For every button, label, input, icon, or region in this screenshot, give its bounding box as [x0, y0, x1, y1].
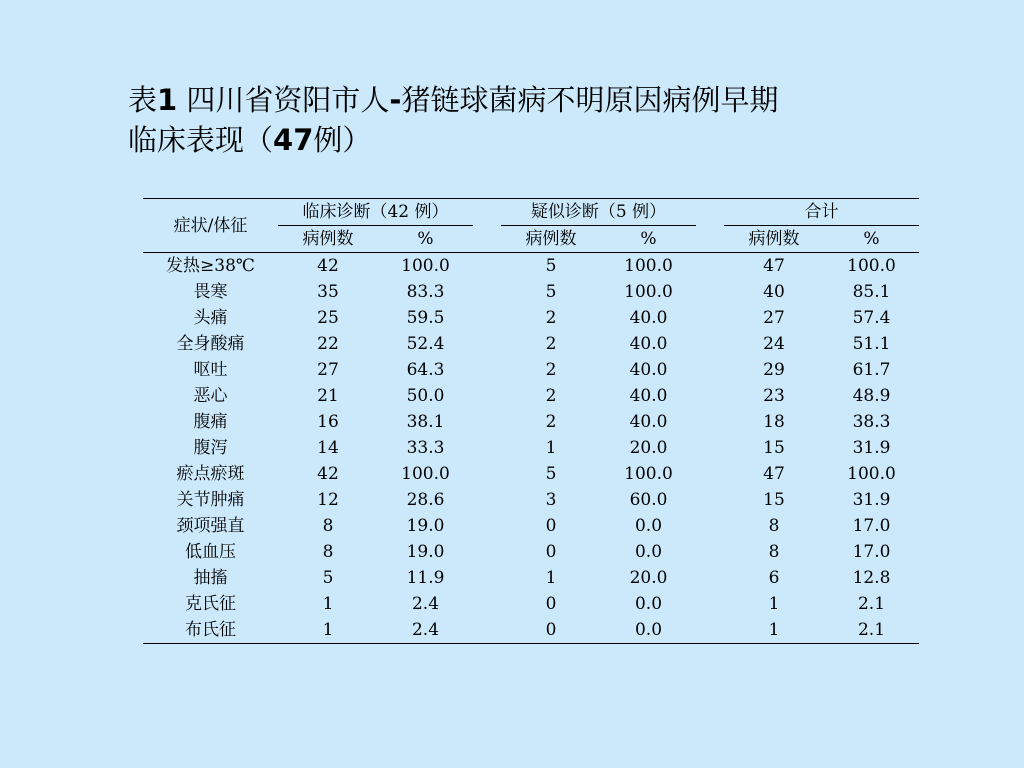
gap-cell: [473, 199, 501, 226]
symptom-cell: 恶心: [193, 386, 228, 406]
suspected-percent-cell: 40.0: [629, 386, 668, 406]
title-number: 1: [157, 83, 178, 117]
suspected-percent-cell: 40.0: [629, 360, 668, 380]
sub-header-percent: %: [601, 226, 696, 253]
gap-cell: [696, 305, 724, 331]
clinical-percent-cell: 19.0: [406, 542, 445, 562]
gap-cell: [696, 461, 724, 487]
table-title: [128, 80, 908, 160]
total-percent-cell: 100.0: [847, 256, 896, 276]
title-line-1: [128, 80, 908, 120]
table-row: [143, 305, 919, 331]
total-percent-cell: 2.1: [857, 594, 886, 614]
gap-cell: [473, 383, 501, 409]
clinical-cases-cell: 42: [317, 464, 339, 484]
clinical-percent-cell: 11.9: [406, 568, 445, 588]
gap-cell: [696, 226, 724, 253]
total-percent-cell: 85.1: [852, 282, 891, 302]
total-percent-cell: 38.3: [852, 412, 891, 432]
gap-cell: [473, 617, 501, 644]
clinical-cases-cell: 12: [317, 490, 339, 510]
suspected-cases-cell: 0: [501, 617, 601, 644]
clinical-cases-cell: 25: [317, 308, 339, 328]
suspected-cases-cell: 2: [545, 360, 557, 380]
total-percent-cell: 57.4: [852, 308, 891, 328]
symptom-cell: 畏寒: [193, 282, 228, 302]
clinical-cases-cell: 16: [317, 412, 339, 432]
clinical-percent-cell: 100.0: [401, 256, 450, 276]
gap-cell: [473, 305, 501, 331]
title-text-4: 例）: [313, 123, 372, 157]
gap-cell: [696, 331, 724, 357]
clinical-percent-cell: 100.0: [401, 464, 450, 484]
suspected-cases-cell: 3: [545, 490, 557, 510]
table-row: [143, 565, 919, 591]
suspected-cases-cell: 2: [545, 334, 557, 354]
title-count: 47: [273, 123, 314, 157]
gap-cell: [696, 539, 724, 565]
suspected-percent-cell: 40.0: [629, 412, 668, 432]
clinical-cases-cell: 22: [317, 334, 339, 354]
sub-header-cases: 病例数: [501, 226, 601, 253]
suspected-percent-cell: 100.0: [624, 464, 673, 484]
clinical-cases-cell: 5: [322, 568, 334, 588]
suspected-cases-cell: 5: [545, 256, 557, 276]
symptom-cell: 瘀点瘀斑: [176, 464, 245, 484]
total-percent-cell: 17.0: [852, 516, 891, 536]
symptom-cell: 低血压: [185, 542, 236, 562]
total-percent-cell: 31.9: [852, 490, 891, 510]
gap-cell: [473, 461, 501, 487]
suspected-percent-cell: 40.0: [629, 334, 668, 354]
gap-cell: [696, 435, 724, 461]
gap-cell: [473, 279, 501, 305]
gap-cell: [696, 591, 724, 617]
total-cases-cell: 6: [768, 568, 780, 588]
suspected-cases-cell: 2: [545, 386, 557, 406]
total-cases-cell: 40: [763, 282, 785, 302]
table-body: [143, 253, 919, 644]
suspected-percent-cell: 0.0: [634, 542, 663, 562]
table-row: [143, 487, 919, 513]
table-row: [143, 539, 919, 565]
table-row: [143, 435, 919, 461]
gap-cell: [473, 513, 501, 539]
gap-cell: [696, 409, 724, 435]
gap-cell: [473, 591, 501, 617]
table-row: [143, 461, 919, 487]
symptom-cell: 腹痛: [193, 412, 228, 432]
suspected-percent-cell: 0.0: [634, 516, 663, 536]
total-percent-cell: 100.0: [847, 464, 896, 484]
table-row: [143, 591, 919, 617]
gap-cell: [473, 539, 501, 565]
title-text-1: 四川省资阳市人: [177, 83, 390, 117]
suspected-cases-cell: 2: [545, 308, 557, 328]
suspected-cases-cell: 0: [545, 594, 557, 614]
total-cases-cell: 1: [768, 594, 780, 614]
gap-cell: [696, 513, 724, 539]
suspected-cases-cell: 5: [545, 464, 557, 484]
clinical-percent-cell: 38.1: [406, 412, 445, 432]
total-percent-cell: 17.0: [852, 542, 891, 562]
total-percent-cell: 12.8: [852, 568, 891, 588]
clinical-percent-cell: 19.0: [406, 516, 445, 536]
table-row: [143, 331, 919, 357]
suspected-cases-cell: 2: [545, 412, 557, 432]
clinical-percent-cell: 64.3: [406, 360, 445, 380]
gap-cell: [473, 357, 501, 383]
symptom-cell: 克氏征: [185, 594, 236, 614]
suspected-percent-cell: 100.0: [624, 282, 673, 302]
gap-cell: [473, 226, 501, 253]
gap-cell: [696, 279, 724, 305]
symptom-cell: 关节肿痛: [176, 490, 245, 510]
suspected-cases-cell: 1: [545, 568, 557, 588]
sub-header-percent: %: [824, 226, 919, 253]
symptom-header: 症状/体征: [143, 199, 278, 253]
total-percent-cell: 31.9: [852, 438, 891, 458]
clinical-percent-cell: 33.3: [406, 438, 445, 458]
clinical-percent-cell: 52.4: [406, 334, 445, 354]
symptom-cell: 呕吐: [193, 360, 228, 380]
title-text-2: 猪链球菌病不明原因病例早期: [401, 83, 779, 117]
gap-cell: [473, 331, 501, 357]
clinical-percent-cell: 28.6: [406, 490, 445, 510]
table-row: [143, 253, 919, 280]
gap-cell: [473, 435, 501, 461]
total-cases-cell: 47: [763, 464, 785, 484]
gap-cell: [473, 565, 501, 591]
clinical-cases-cell: 14: [317, 438, 339, 458]
total-percent-cell: 61.7: [852, 360, 891, 380]
clinical-cases-cell: 1: [278, 617, 378, 644]
symptom-cell: 全身酸痛: [176, 334, 245, 354]
sub-header-percent: %: [378, 226, 473, 253]
total-cases-cell: 29: [763, 360, 785, 380]
suspected-percent-cell: 40.0: [629, 308, 668, 328]
total-cases-cell: 23: [763, 386, 785, 406]
title-dash: -: [389, 83, 402, 117]
total-cases-cell: 1: [724, 617, 824, 644]
suspected-cases-cell: 0: [545, 516, 557, 536]
table-row: [143, 617, 919, 644]
clinical-cases-cell: 8: [322, 542, 334, 562]
title-line-2: [128, 120, 908, 160]
clinical-table: [143, 198, 919, 644]
total-percent-cell: 48.9: [852, 386, 891, 406]
total-cases-cell: 15: [763, 438, 785, 458]
clinical-percent-cell: 2.4: [411, 594, 440, 614]
gap-cell: [696, 357, 724, 383]
gap-cell: [696, 565, 724, 591]
suspected-percent-cell: 0.0: [601, 617, 696, 644]
gap-cell: [473, 409, 501, 435]
total-percent-cell: 51.1: [852, 334, 891, 354]
clinical-cases-cell: 42: [317, 256, 339, 276]
sub-header-cases: 病例数: [278, 226, 378, 253]
symptom-cell: 腹泻: [193, 438, 228, 458]
clinical-percent-cell: 83.3: [406, 282, 445, 302]
suspected-cases-cell: 1: [545, 438, 557, 458]
symptom-cell: 布氏征: [143, 617, 278, 644]
table-row: [143, 513, 919, 539]
suspected-percent-cell: 100.0: [624, 256, 673, 276]
gap-cell: [696, 617, 724, 644]
group-header-clinical: 临床诊断（42 例）: [278, 199, 473, 226]
total-cases-cell: 27: [763, 308, 785, 328]
table-row: [143, 409, 919, 435]
sub-header-cases: 病例数: [724, 226, 824, 253]
suspected-percent-cell: 20.0: [629, 568, 668, 588]
total-cases-cell: 8: [768, 542, 780, 562]
header-row-groups: [143, 199, 919, 226]
total-cases-cell: 47: [763, 256, 785, 276]
clinical-percent-cell: 50.0: [406, 386, 445, 406]
gap-cell: [696, 487, 724, 513]
table-row: [143, 383, 919, 409]
clinical-cases-cell: 1: [322, 594, 334, 614]
table-row: [143, 357, 919, 383]
title-prefix: 表: [128, 83, 158, 117]
total-percent-cell: 2.1: [824, 617, 919, 644]
gap-cell: [473, 487, 501, 513]
group-header-suspected: 疑似诊断（5 例）: [501, 199, 696, 226]
symptom-cell: 颈项强直: [176, 516, 245, 536]
suspected-cases-cell: 5: [545, 282, 557, 302]
symptom-cell: 头痛: [193, 308, 228, 328]
clinical-cases-cell: 35: [317, 282, 339, 302]
clinical-cases-cell: 8: [322, 516, 334, 536]
symptom-cell: 发热≥38℃: [166, 256, 255, 276]
clinical-percent-cell: 59.5: [406, 308, 445, 328]
total-cases-cell: 8: [768, 516, 780, 536]
group-header-total: 合计: [724, 199, 919, 226]
clinical-cases-cell: 27: [317, 360, 339, 380]
clinical-percent-cell: 2.4: [378, 617, 473, 644]
gap-cell: [696, 253, 724, 280]
gap-cell: [696, 383, 724, 409]
total-cases-cell: 15: [763, 490, 785, 510]
clinical-cases-cell: 21: [317, 386, 339, 406]
total-cases-cell: 18: [763, 412, 785, 432]
total-cases-cell: 24: [763, 334, 785, 354]
table-row: [143, 279, 919, 305]
suspected-cases-cell: 0: [545, 542, 557, 562]
suspected-percent-cell: 20.0: [629, 438, 668, 458]
title-text-3: 临床表现（: [128, 123, 274, 157]
symptom-cell: 抽搐: [193, 568, 228, 588]
gap-cell: [696, 199, 724, 226]
suspected-percent-cell: 60.0: [629, 490, 668, 510]
gap-cell: [473, 253, 501, 280]
suspected-percent-cell: 0.0: [634, 594, 663, 614]
